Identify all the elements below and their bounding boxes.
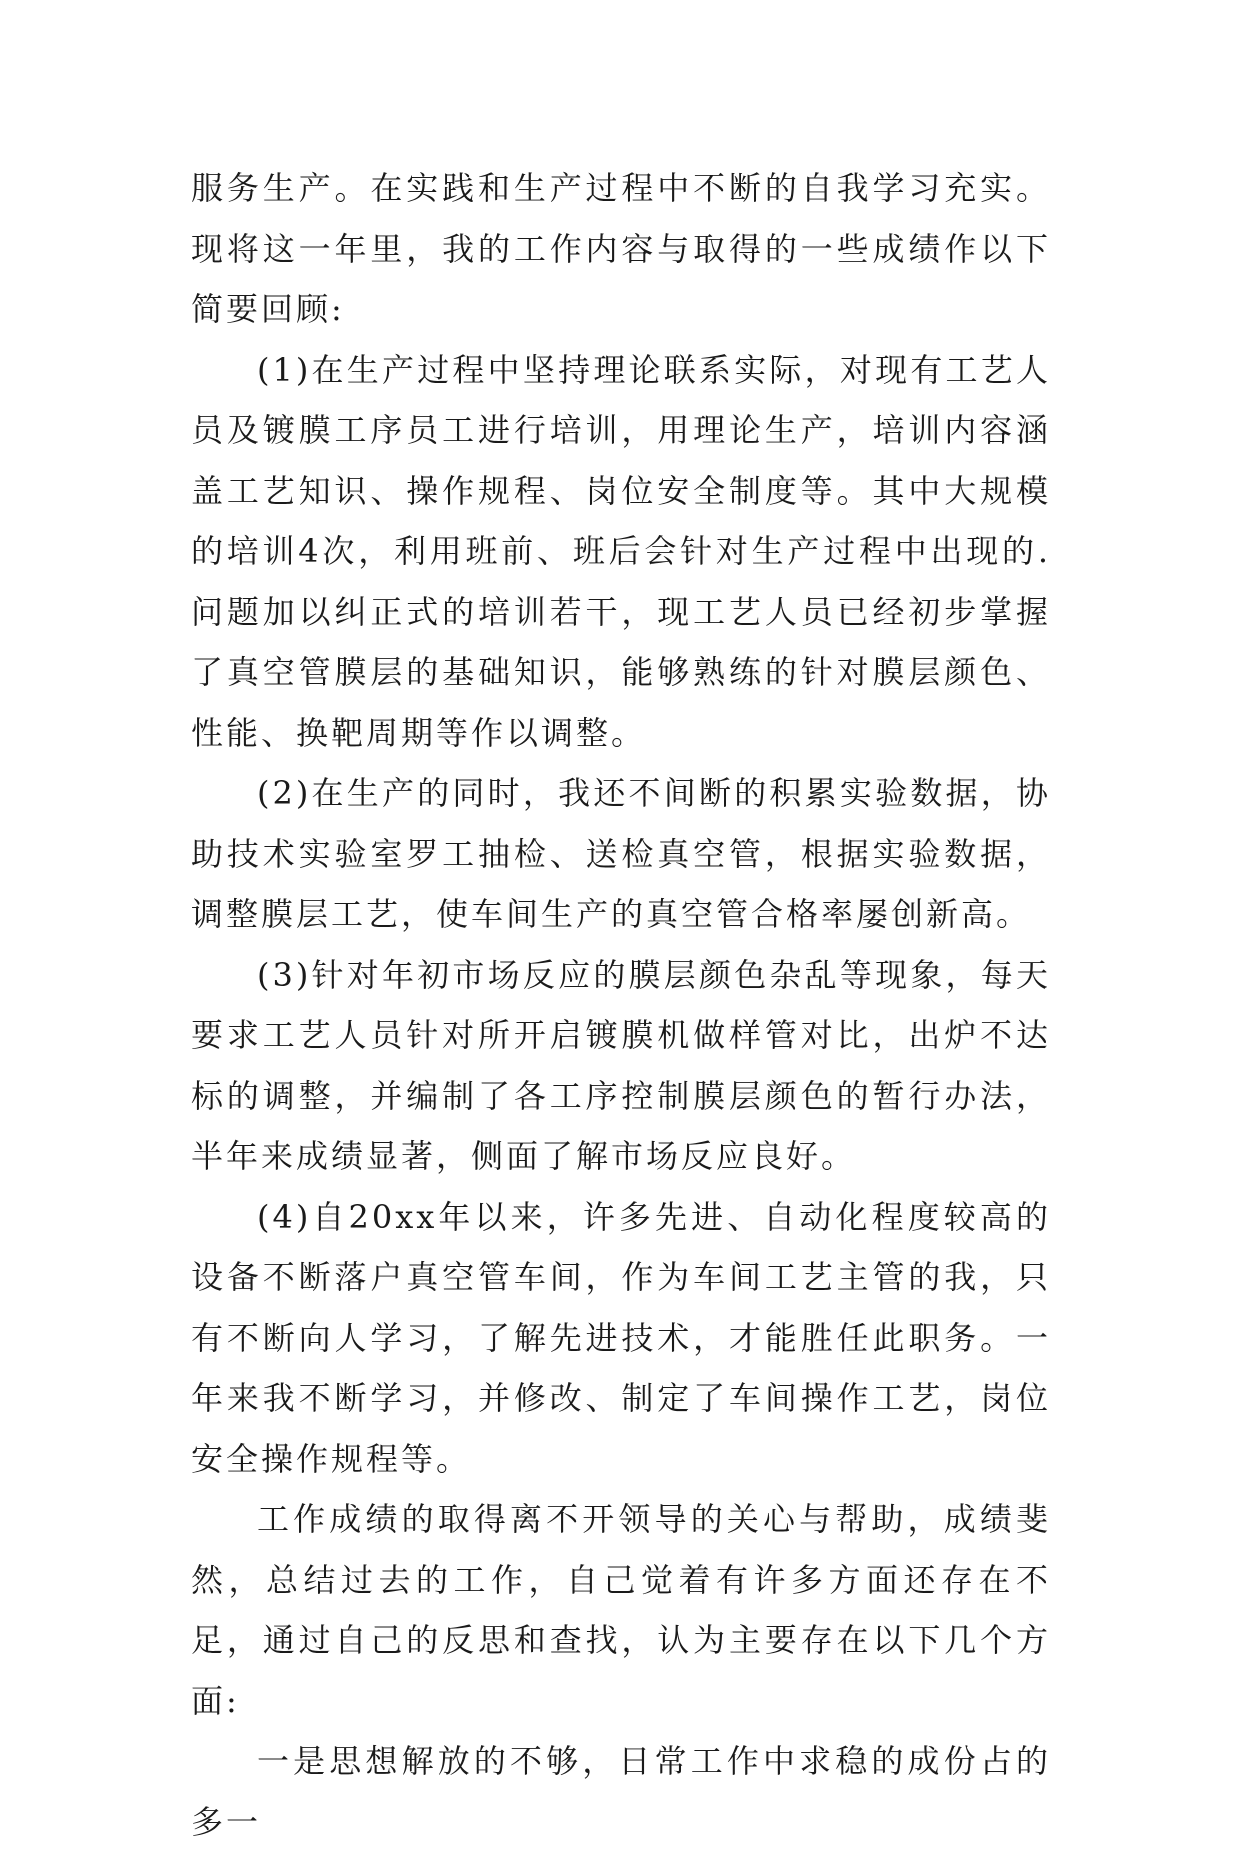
paragraph-item-2: (2)在生产的同时，我还不间断的积累实验数据，协助技术实验室罗工抽检、送检真空管，根据实验数据，调整膜层工艺，使车间生产的真空管合格率屡创新高。 [191,774,1051,933]
paragraph-item-4: (4)自20xx年以来，许多先进、自动化程度较高的设备不断落户真空管车间，作为车间工艺主管的我，只有不断向人学习，了解先进技术，才能胜任此职务。一年来我不断学习，并修改、制定了车间操作工艺，岗位安全操作规程等。 [191,1197,1051,1478]
paragraph-intro: 服务生产。在实践和生产过程中不断的自我学习充实。现将这一年里，我的工作内容与取得的一些成绩作以下简要回顾: [191,169,1051,328]
paragraph-item-1: (1)在生产过程中坚持理论联系实际，对现有工艺人员及镀膜工序员工进行培训，用理论生产，培训内容涵盖工艺知识、操作规程、岗位安全制度等。其中大规模的培训4次，利用班前、班后会针对生产过程中出现的.问题加以纠正式的培训若干，现工艺人员已经初步掌握了真空管膜层的基础知识，能够熟练的针对膜层颜色、性能、换靶周期等作以调整。 [191,350,1051,752]
paragraph-item-3: (3)针对年初市场反应的膜层颜色杂乱等现象，每天要求工艺人员针对所开启镀膜机做样管对比，出炉不达标的调整，并编制了各工序控制膜层颜色的暂行办法，半年来成绩显著，侧面了解市场反应良好。 [191,955,1051,1175]
paragraph-point-1: 一是思想解放的不够，日常工作中求稳的成份占的多一 [191,1742,1051,1841]
document-body [191,158,1051,1852]
paragraph-summary: 工作成绩的取得离不开领导的关心与帮助，成绩斐然，总结过去的工作，自己觉着有许多方面还存在不足，通过自己的反思和查找，认为主要存在以下几个方面: [191,1500,1051,1720]
